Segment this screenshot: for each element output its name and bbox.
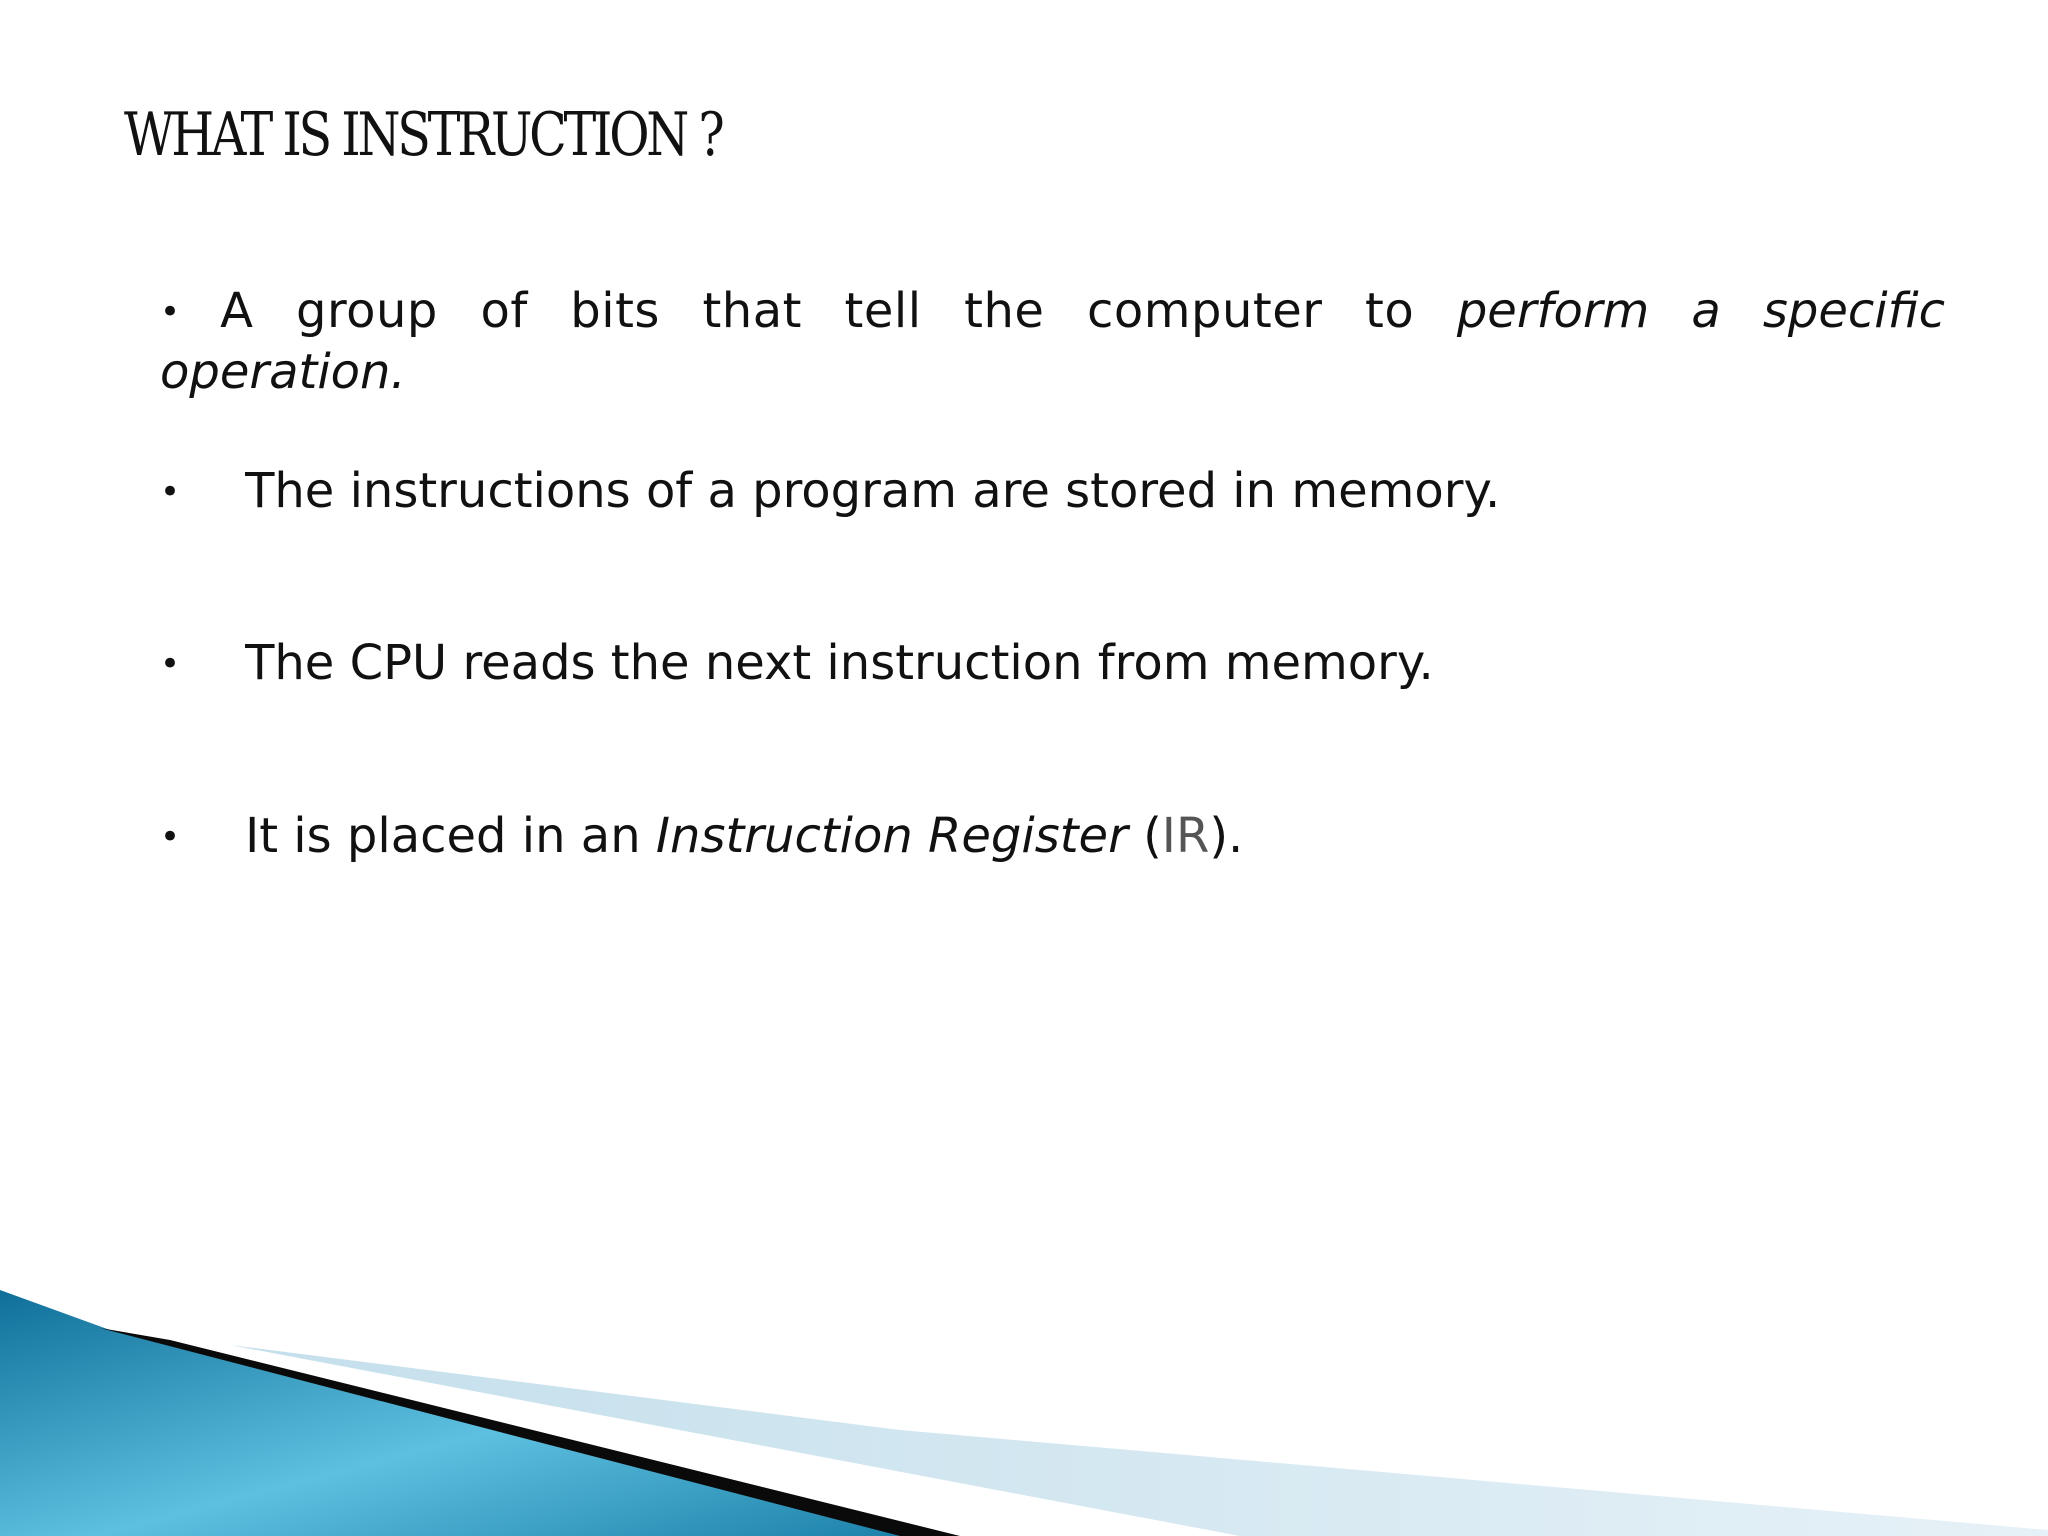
- bullet-2-text: The instructions of a program are stored in memory.: [245, 463, 1501, 519]
- bullet-dot: •: [160, 817, 181, 857]
- bullet-4-close: ).: [1209, 808, 1244, 864]
- wave-light-band: [230, 1345, 2048, 1536]
- bullet-item-4: [160, 806, 1945, 867]
- wave-dark-stripe: [100, 1328, 960, 1536]
- bullet-dot: •: [160, 644, 181, 684]
- bullet-dot: •: [160, 472, 181, 512]
- bullet-item-3: [160, 633, 1945, 694]
- bullet-4-italic: Instruction Register: [655, 808, 1128, 864]
- bullet-item-1: [160, 281, 1945, 402]
- slide-title: WHAT IS INSTRUCTION ?: [124, 100, 722, 170]
- bullet-4-open-paren: (: [1127, 808, 1162, 864]
- wave-blue-band: [0, 1290, 940, 1536]
- bullet-1-italic: perform a specific operation.: [160, 283, 1945, 400]
- bullet-dot: •: [160, 292, 181, 332]
- bullet-4-text: It is placed in an: [245, 808, 656, 864]
- bullet-1-text: A group of bits that tell the computer to: [220, 283, 1457, 339]
- bullet-3-text: The CPU reads the next instruction from memory.: [245, 635, 1434, 691]
- ir-abbreviation: IR: [1161, 808, 1210, 864]
- bullet-item-2: [160, 461, 1945, 522]
